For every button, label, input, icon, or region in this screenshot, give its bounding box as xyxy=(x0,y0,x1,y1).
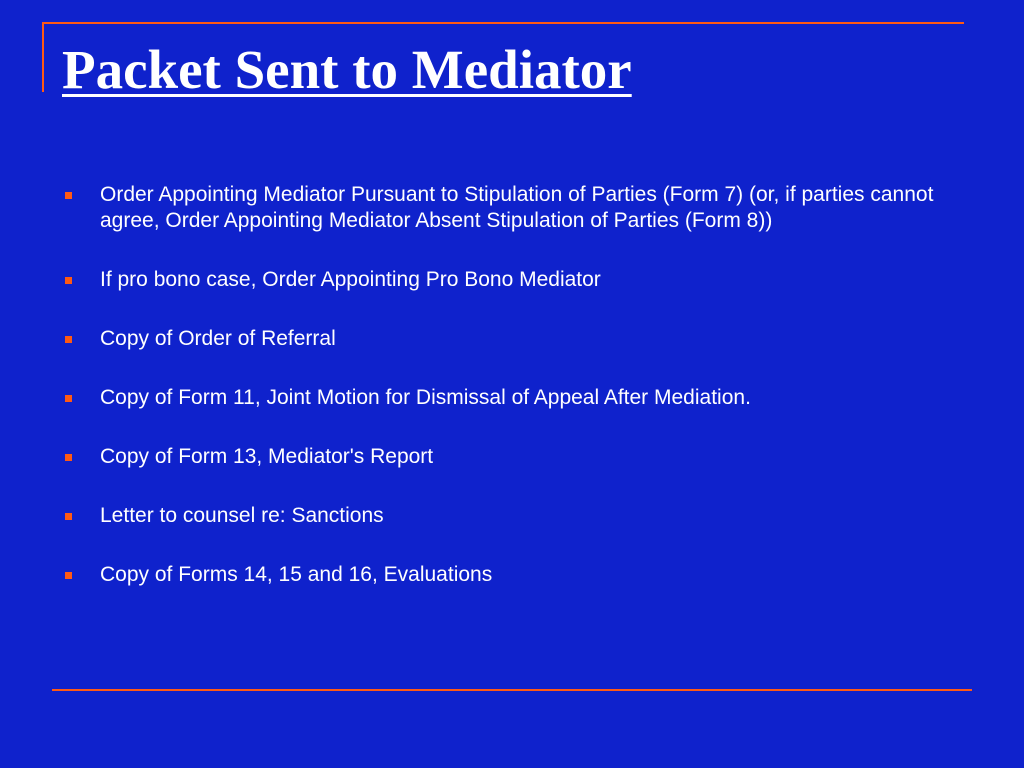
bullet-item xyxy=(62,182,962,234)
bullet-item xyxy=(62,385,962,411)
bullet-text: Order Appointing Mediator Pursuant to Stipulation of Parties (Form 7) (or, if parties cannot agree, Order Appointing Mediator Absent Stipulation of Parties (Form 8)) xyxy=(100,183,934,232)
square-bullet-icon xyxy=(65,454,72,461)
bullet-text: Copy of Form 11, Joint Motion for Dismissal of Appeal After Mediation. xyxy=(100,386,751,409)
bullet-text: If pro bono case, Order Appointing Pro Bono Mediator xyxy=(100,268,601,291)
bullet-item xyxy=(62,326,962,352)
bullet-item xyxy=(62,267,962,293)
square-bullet-icon xyxy=(65,336,72,343)
top-rule xyxy=(42,22,964,24)
bullet-list xyxy=(62,182,962,621)
slide-title: Packet Sent to Mediator xyxy=(62,39,632,100)
square-bullet-icon xyxy=(65,395,72,402)
bullet-item xyxy=(62,503,962,529)
bullet-text: Copy of Order of Referral xyxy=(100,327,336,350)
bottom-rule xyxy=(52,689,972,691)
square-bullet-icon xyxy=(65,513,72,520)
bullet-text: Copy of Forms 14, 15 and 16, Evaluations xyxy=(100,563,493,586)
bullet-text: Copy of Form 13, Mediator's Report xyxy=(100,445,434,468)
bullet-item xyxy=(62,444,962,470)
bullet-text: Letter to counsel re: Sanctions xyxy=(100,504,384,527)
square-bullet-icon xyxy=(65,277,72,284)
left-rule xyxy=(42,22,44,92)
bullet-item xyxy=(62,562,962,588)
square-bullet-icon xyxy=(65,572,72,579)
square-bullet-icon xyxy=(65,192,72,199)
